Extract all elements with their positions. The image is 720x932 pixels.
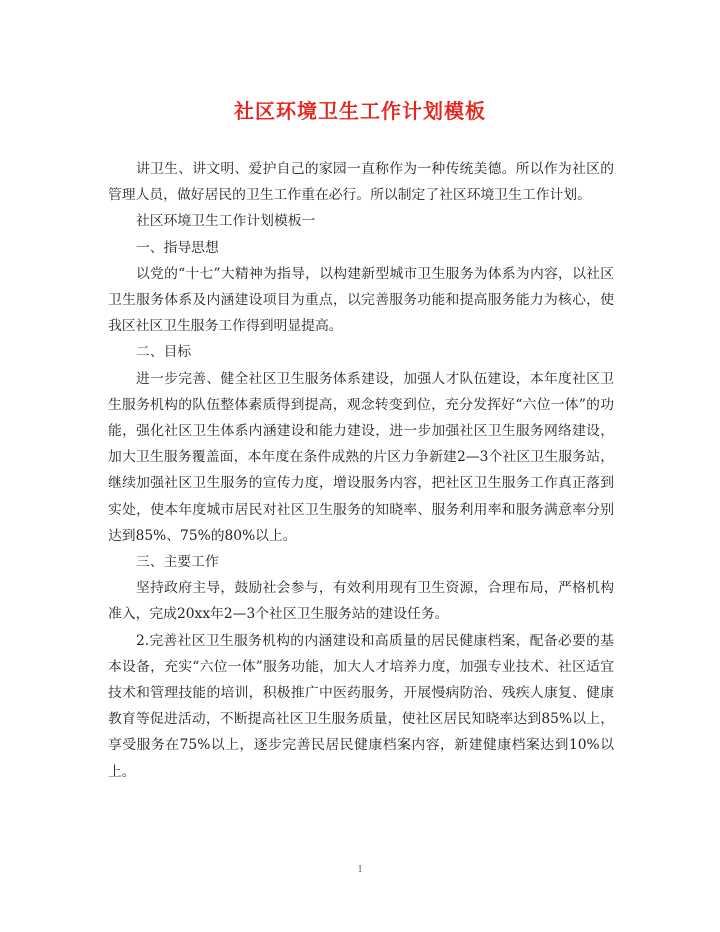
section3-paragraph-1: 坚持政府主导，鼓励社会参与，有效利用现有卫生资源，合理布局，严格机构准入，完成20xx年2—3个社区卫生服务站的建设任务。 (108, 580, 614, 623)
section2-heading: 二、目标 (136, 344, 192, 361)
section3-paragraph-2: 2.完善社区卫生服务机构的内涵建设和高质量的居民健康档案，配备必要的基本设备，充实“六位一体”服务功能，加大人才培养力度，加强专业技术、社区适宜技术和管理技能的培训，积极推广中医药服务，开展慢病防治、残疾人康复、健康教育等促进活动，不断提高社区卫生服务质量，使社区居民知晓率达到85%以上，享受服务在75%以上，逐步完善民居民健康档案内容，新建健康档案达到10%以上。 (108, 632, 614, 780)
template-heading: 社区环境卫生工作计划模板一 (136, 213, 316, 230)
section2-paragraph: 进一步完善、健全社区卫生服务体系建设，加强人才队伍建设，本年度社区卫生服务机构的队伍整体素质得到提高，观念转变到位，充分发挥好“六位一体”的功能，强化社区卫生体系内涵建设和能力建设，进一步加强社区卫生服务网络建设，加大卫生服务覆盖面，本年度在条件成熟的片区力争新建2—3个社区卫生服务站，继续加强社区卫生服务的宣传力度，增设服务内容，把社区卫生服务工作真正落到实处，使本年度城市居民对社区卫生服务的知晓率、服务利用率和服务满意率分别达到85%、75%的80%以上。 (108, 370, 614, 544)
document-title: 社区环境卫生工作计划模板 (234, 99, 486, 123)
section1-heading: 一、指导思想 (136, 239, 219, 256)
intro-paragraph: 讲卫生、讲文明、爱护自己的家园一直称作为一种传统美德。所以作为社区的管理人员，做好居民的卫生工作重在必行。所以制定了社区环境卫生工作计划。 (108, 161, 614, 204)
section1-paragraph: 以党的“十七”大精神为指导，以构建新型城市卫生服务为体系为内容，以社区卫生服务体系及内涵建设项目为重点，以完善服务功能和提高服务能力为核心，使我区社区卫生服务工作得到明显提高。 (108, 265, 614, 335)
document-body (108, 156, 614, 785)
page-number: 1 (357, 864, 363, 875)
section3-heading: 三、主要工作 (136, 554, 219, 571)
